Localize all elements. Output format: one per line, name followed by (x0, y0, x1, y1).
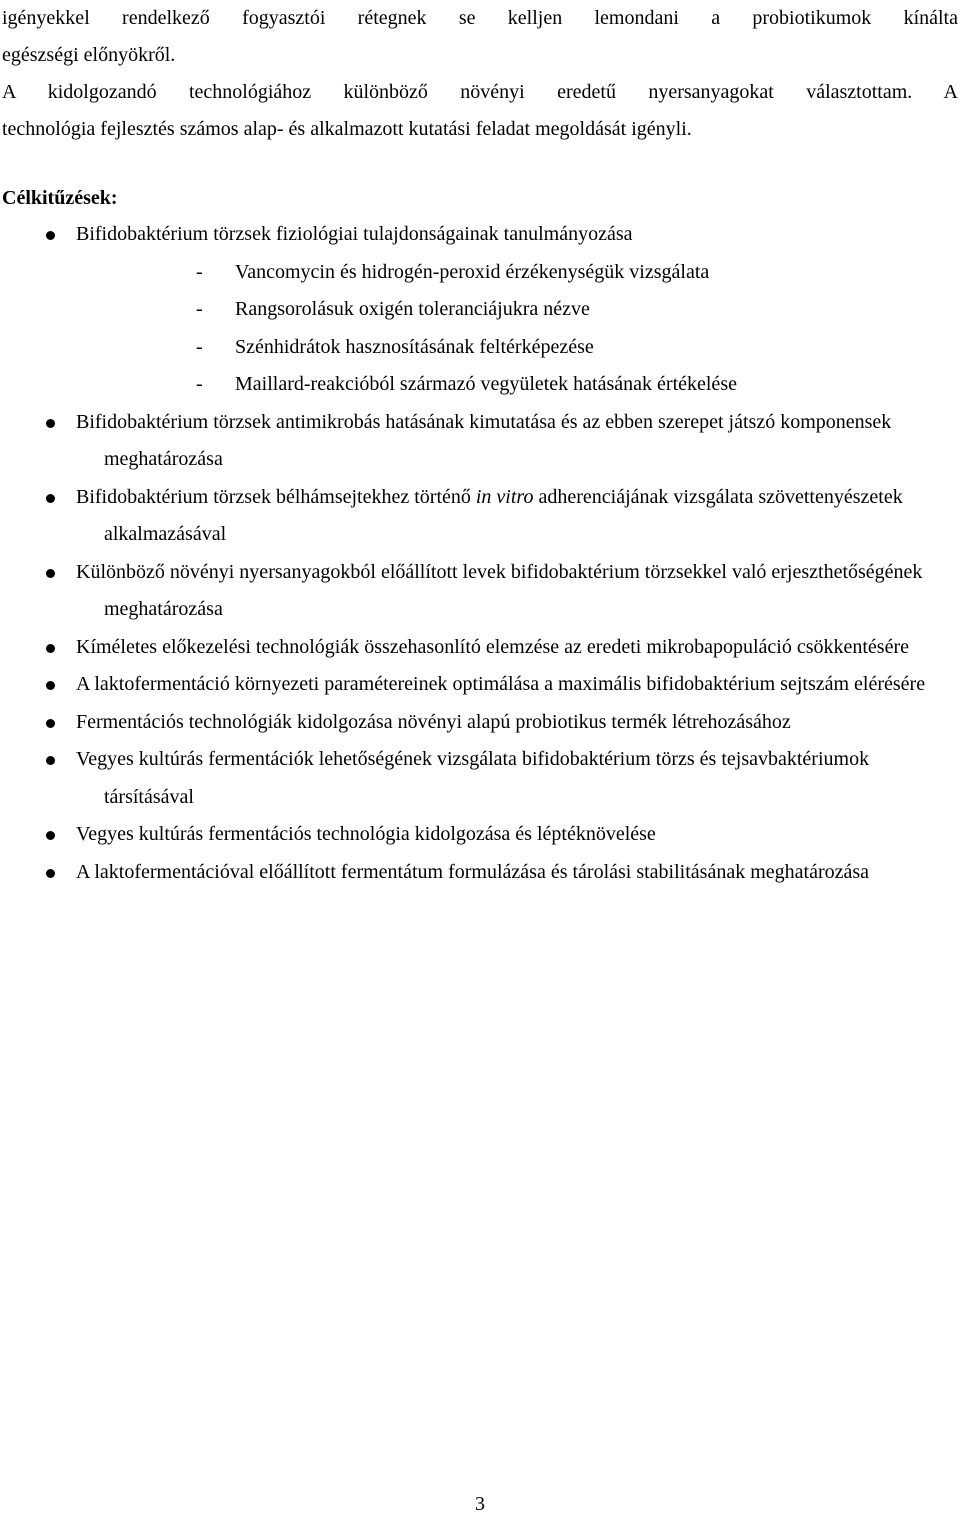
objective-text: Vegyes kultúrás fermentációs technológia kidolgozása és léptéknövelése (76, 823, 656, 845)
bullet-icon (46, 719, 55, 728)
objective-text: A laktofermentáció környezeti paramétereinek optimálása a maximális bifidobaktérium sejtszám elérésére (76, 673, 926, 695)
objective-item (0, 216, 958, 404)
sub-objective-text: Szénhidrátok hasznosításának feltérképezése (235, 335, 594, 358)
objective-item (0, 479, 958, 554)
objective-text-before: Bifidobaktérium törzsek bélhámsejtekhez történő (76, 485, 476, 508)
sub-objectives-list (104, 254, 958, 404)
bullet-icon (46, 419, 55, 428)
objective-text: Fermentációs technológiák kidolgozása növényi alapú probiotikus termék létrehozásához (76, 710, 791, 733)
objective-text: A laktofermentációval előállított fermentátum formulázása és tárolási stabilitásának meghatározása (76, 860, 870, 883)
objective-item (0, 404, 958, 479)
dash-marker: - (196, 373, 203, 395)
bullet-icon (46, 231, 55, 240)
intro-line: A kidolgozandó technológiához különböző növényi eredetű nyersanyagokat választottam. A (2, 81, 958, 103)
objective-item (0, 666, 958, 704)
objective-text: Kíméletes előkezelési technológiák összehasonlító elemzése az eredeti mikrobapopuláció csökkentésére (76, 635, 909, 658)
bullet-icon (46, 869, 55, 878)
bullet-icon (46, 681, 55, 690)
objective-text: Bifidobaktérium törzsek fiziológiai tulajdonságainak tanulmányozása (76, 223, 633, 245)
intro-line: egészségi előnyökről. (2, 44, 176, 66)
sub-objective-item (104, 254, 958, 292)
dash-marker: - (196, 260, 203, 283)
objective-item (0, 554, 958, 629)
objective-text-after: adherenciájának vizsgálata szövettenyészetek alkalmazásával (104, 485, 903, 545)
dash-marker: - (196, 335, 203, 358)
objective-text: Különböző növényi nyersanyagokból előállított levek bifidobaktérium törzsekkel való erjeszthetőségének meghatározása (76, 560, 923, 620)
section-heading: Célkitűzések: (2, 187, 118, 209)
sub-objective-text: Vancomycin és hidrogén-peroxid érzékenységük vizsgálata (235, 260, 710, 283)
intro-paragraph (2, 0, 958, 148)
objective-item (0, 629, 958, 667)
sub-objective-item (104, 366, 958, 404)
intro-line: technológia fejlesztés számos alap- és alkalmazott kutatási feladat megoldását igényli. (2, 118, 692, 140)
bullet-icon (46, 644, 55, 653)
bullet-icon (46, 494, 55, 503)
objective-item (0, 741, 958, 816)
sub-objective-text: Rangsorolásuk oxigén toleranciájukra nézve (235, 298, 590, 320)
bullet-icon (46, 756, 55, 765)
dash-marker: - (196, 298, 203, 320)
objective-text: Bifidobaktérium törzsek antimikrobás hatásának kimutatása és az ebben szerepet játszó komponensek meghatározása (76, 410, 892, 470)
intro-line: igényekkel rendelkező fogyasztói rétegnek se kelljen lemondani a probiotikumok kínálta (2, 7, 958, 29)
bullet-icon (46, 831, 55, 840)
objective-text-italic: in vitro (475, 485, 534, 508)
objective-item (0, 704, 958, 742)
objective-item (0, 816, 958, 854)
bullet-icon (46, 569, 55, 578)
sub-objective-item (104, 291, 958, 329)
sub-objective-text: Maillard-reakcióból származó vegyületek hatásának értékelése (235, 373, 737, 395)
objective-item (0, 854, 958, 892)
objectives-list (0, 216, 958, 891)
objective-text: Vegyes kultúrás fermentációk lehetőségének vizsgálata bifidobaktérium törzs és tejsavbaktériumok társításával (76, 748, 870, 808)
sub-objective-item (104, 329, 958, 367)
page-number: 3 (475, 1493, 485, 1515)
